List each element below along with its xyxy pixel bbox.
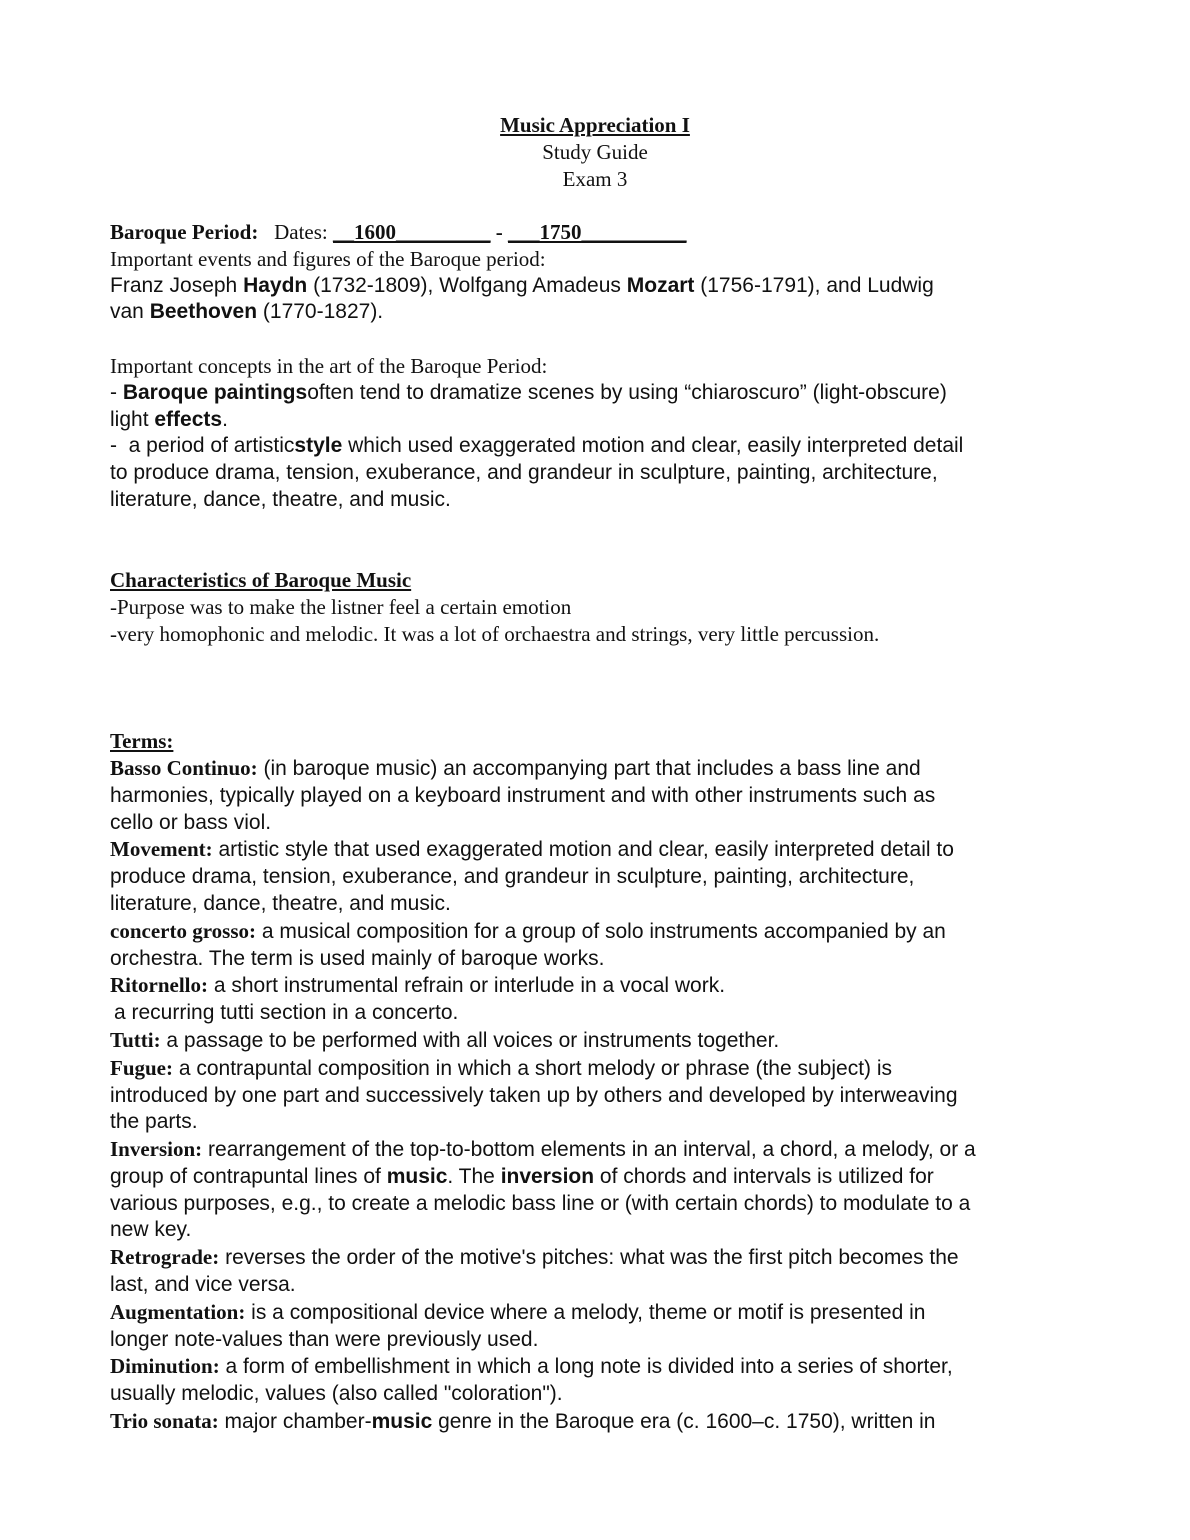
composers-text: (1770-1827). <box>257 300 384 324</box>
term-trio-sonata <box>110 1408 1080 1436</box>
style-word: style <box>294 434 343 458</box>
term-label: Augmentation: <box>110 1299 246 1324</box>
term-definition-line: orchestra. The term is used mainly of baroque works. <box>110 946 605 970</box>
composer-beethoven: Beethoven <box>149 300 258 324</box>
term-definition-line: last, and vice versa. <box>110 1273 296 1297</box>
art-text: light <box>110 407 155 431</box>
term-definition-line: longer note-values than were previously used. <box>110 1327 539 1351</box>
music-word: music <box>371 1410 433 1434</box>
end-date: 1750 <box>539 220 582 244</box>
art-concept-1-line-1 <box>110 380 1080 407</box>
music-word: music <box>386 1164 448 1188</box>
term-definition-line: a recurring tutti section in a concerto. <box>114 1001 459 1025</box>
art-heading: Important concepts in the art of the Baroque Period: <box>110 353 548 378</box>
term-tutti <box>110 1027 1080 1055</box>
composers-line-1 <box>110 273 1080 300</box>
term-definition: is a compositional device where a melody, theme or motif is presented in <box>245 1300 926 1324</box>
art-concept-2-line-3: literature, dance, theatre, and music. <box>110 487 451 511</box>
term-movement <box>110 836 1080 864</box>
composer-haydn: Haydn <box>243 273 308 297</box>
term-label: Diminution: <box>110 1354 220 1379</box>
term-definition-line: various purposes, e.g., to create a melodic bass line or (with certain chords) to modulate to a <box>110 1191 971 1215</box>
terms-heading: Terms: <box>110 729 174 754</box>
exam-title: Exam 3 <box>562 167 628 191</box>
term-label: Basso Continuo: <box>110 755 258 780</box>
start-date: 1600 <box>354 220 397 244</box>
term-definition-line: introduced by one part and successively taken up by others and developed by interweaving <box>110 1083 958 1107</box>
term-inversion <box>110 1136 1080 1164</box>
composers-line-2 <box>110 299 1080 326</box>
term-augmentation <box>110 1299 1080 1327</box>
term-definition-line: new key. <box>110 1218 192 1242</box>
composers-text: (1756-1791), and Ludwig <box>694 273 934 297</box>
term-definition: a contrapuntal composition in which a short melody or phrase (the subject) is <box>173 1056 893 1080</box>
term-definition-line <box>110 1164 1080 1191</box>
term-definition-line: literature, dance, theatre, and music. <box>110 891 451 915</box>
baroque-paintings: Baroque paintings <box>122 380 308 404</box>
characteristic-item: -Purpose was to make the listner feel a certain emotion <box>110 595 572 620</box>
inversion-word: inversion <box>500 1164 595 1188</box>
course-title: Music Appreciation I <box>500 113 690 137</box>
document-body <box>110 219 1080 1436</box>
characteristics-heading: Characteristics of Baroque Music <box>110 568 412 593</box>
art-text: often tend to dramatize scenes by using “chiaroscuro” (light-obscure) <box>307 380 947 404</box>
term-definition: a musical composition for a group of solo instruments accompanied by an <box>256 919 946 943</box>
baroque-dates-line <box>110 219 1080 246</box>
term-definition: a form of embellishment in which a long note is divided into a series of shorter, <box>219 1355 953 1379</box>
composers-text: (1732-1809), Wolfgang Amadeus <box>307 273 627 297</box>
term-definition: a passage to be performed with all voices or instruments together. <box>160 1028 780 1052</box>
term-retrograde <box>110 1244 1080 1272</box>
date-dash: - <box>490 220 509 244</box>
term-definition-line: produce drama, tension, exuberance, and grandeur in sculpture, painting, architecture, <box>110 865 915 889</box>
term-definition: rearrangement of the top-to-bottom elements in an interval, a chord, a melody, or a <box>202 1138 976 1162</box>
composers-text: Franz Joseph <box>110 273 244 297</box>
term-fugue <box>110 1055 1080 1083</box>
term-definition: (in baroque music) an accompanying part that includes a bass line and <box>257 756 921 780</box>
characteristic-item: -very homophonic and melodic. It was a lot of orchaestra and strings, very little percussion. <box>110 621 880 646</box>
term-definition: major chamber- <box>218 1410 372 1434</box>
term-concerto-grosso <box>110 918 1080 946</box>
art-text: which used exaggerated motion and clear, easily interpreted detail <box>342 434 964 458</box>
end-prefix: ___ <box>508 220 540 244</box>
art-text: - a period of artistic <box>110 434 295 458</box>
term-definition: reverses the order of the motive's pitches: what was the first pitch becomes the <box>219 1246 959 1270</box>
term-definition: . The <box>447 1164 501 1188</box>
term-label: Inversion: <box>110 1137 203 1162</box>
composers-text: van <box>110 300 150 324</box>
end-suffix: __________ <box>581 220 687 244</box>
events-heading: Important events and figures of the Baroque period: <box>110 246 546 271</box>
term-label: Ritornello: <box>110 973 208 998</box>
start-prefix: __ <box>333 220 355 244</box>
art-concept-2-line-1 <box>110 433 1080 460</box>
term-definition: a short instrumental refrain or interlude in a vocal work. <box>207 974 726 998</box>
effects-word: effects <box>154 407 223 431</box>
term-definition: of chords and intervals is utilized for <box>594 1164 934 1188</box>
composer-mozart: Mozart <box>626 273 695 297</box>
term-diminution <box>110 1353 1080 1381</box>
dates-label: Dates: <box>274 220 328 244</box>
term-label: Movement: <box>110 837 213 862</box>
art-text: - <box>110 380 123 404</box>
term-label: Retrograde: <box>110 1245 220 1270</box>
baroque-label: Baroque Period: <box>110 220 259 244</box>
title-block <box>0 112 1190 193</box>
term-label: concerto grosso: <box>110 918 256 943</box>
term-definition: artistic style that used exaggerated motion and clear, easily interpreted detail to <box>212 838 954 862</box>
term-definition-line: the parts. <box>110 1110 198 1134</box>
start-suffix: _________ <box>396 220 491 244</box>
term-definition-line: cello or bass viol. <box>110 810 272 834</box>
term-basso-continuo <box>110 755 1080 783</box>
term-label: Fugue: <box>110 1055 173 1080</box>
doc-type: Study Guide <box>542 140 648 164</box>
term-label: Trio sonata: <box>110 1409 219 1434</box>
art-text: . <box>222 407 228 431</box>
term-label: Tutti: <box>110 1027 161 1052</box>
term-ritornello <box>110 972 1080 1000</box>
term-definition-line: harmonies, typically played on a keyboard instrument and with other instruments such as <box>110 783 936 807</box>
art-concept-1-line-2 <box>110 407 1080 434</box>
term-definition-line: usually melodic, values (also called "coloration"). <box>110 1382 563 1406</box>
art-concept-2-line-2: to produce drama, tension, exuberance, and grandeur in sculpture, painting, architecture, <box>110 461 938 485</box>
term-definition: genre in the Baroque era (c. 1600–c. 1750), written in <box>432 1410 936 1434</box>
term-definition: group of contrapuntal lines of <box>110 1164 387 1188</box>
